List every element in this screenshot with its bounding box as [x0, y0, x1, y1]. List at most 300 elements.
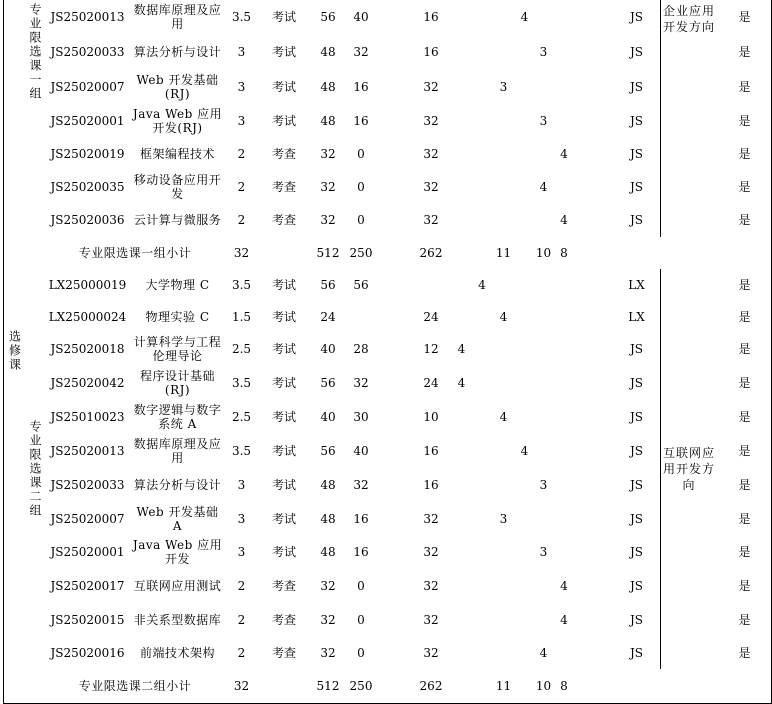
required-flag: 是: [718, 502, 772, 536]
assessment-type: 考试: [258, 332, 311, 367]
department-code: JS: [613, 366, 661, 401]
subtotal-semester-hours: [595, 669, 614, 704]
subtotal-semester-hours: 8: [553, 669, 576, 704]
required-flag: 是: [718, 138, 772, 171]
semester-hours: [553, 502, 576, 536]
semester-hours: [451, 203, 473, 238]
semester-hours: [595, 434, 614, 469]
course-name: 移动设备应用开发: [130, 170, 226, 204]
practice-hours: 32: [411, 535, 452, 570]
semester-hours: [492, 468, 516, 503]
required-flag: 是: [718, 535, 772, 570]
semester-hours: [575, 170, 596, 204]
semester-hours: [451, 400, 473, 435]
blank-hours: [376, 603, 412, 637]
semester-hours: [595, 35, 614, 70]
subtotal-semester-hours: [451, 669, 473, 704]
semester-hours: [472, 69, 493, 105]
subtotal-blank: [613, 237, 661, 270]
assessment-type: 考查: [258, 203, 311, 238]
course-name: 物理实验 C: [130, 301, 226, 333]
semester-hours: [534, 603, 554, 637]
course-code: JS25020007: [45, 69, 131, 105]
semester-hours: [515, 35, 535, 70]
practice-hours: 16: [411, 0, 452, 36]
credits: 2: [225, 170, 259, 204]
lab-hours: 32: [346, 35, 377, 70]
semester-hours: [595, 104, 614, 139]
semester-hours: 4: [515, 434, 535, 469]
semester-hours: [472, 170, 493, 204]
required-flag: 是: [718, 636, 772, 670]
total-hours: 40: [310, 400, 347, 435]
lab-hours: 28: [346, 332, 377, 367]
total-hours: 48: [310, 468, 347, 503]
required-flag: 是: [718, 434, 772, 469]
semester-hours: [575, 203, 596, 238]
practice-hours: 12: [411, 332, 452, 367]
semester-hours: [515, 569, 535, 604]
semester-hours: [575, 35, 596, 70]
assessment-type: 考试: [258, 301, 311, 333]
course-code: JS25020035: [45, 170, 131, 204]
course-name: 前端技术架构: [130, 636, 226, 670]
semester-hours: [534, 434, 554, 469]
course-code: JS25010023: [45, 400, 131, 435]
course-name: Web 开发基础 A: [130, 502, 226, 536]
subtotal-practice-hours: 262: [411, 237, 452, 270]
group-label: 专业限选课二组: [25, 269, 46, 670]
semester-hours: [595, 301, 614, 333]
blank-hours: [376, 332, 412, 367]
semester-hours: [575, 434, 596, 469]
course-code: LX25000024: [45, 301, 131, 333]
department-code: JS: [613, 468, 661, 503]
semester-hours: [472, 535, 493, 570]
semester-hours: 3: [492, 502, 516, 536]
semester-hours: [595, 603, 614, 637]
semester-hours: [575, 138, 596, 171]
credits: 3: [225, 104, 259, 139]
credits: 3.5: [225, 366, 259, 401]
semester-hours: 3: [534, 35, 554, 70]
blank-hours: [376, 0, 412, 36]
course-name: 算法分析与设计: [130, 468, 226, 503]
course-name: 数据库原理及应用: [130, 434, 226, 469]
semester-hours: [472, 0, 493, 36]
required-flag: 是: [718, 603, 772, 637]
lab-hours: 0: [346, 569, 377, 604]
department-code: JS: [613, 400, 661, 435]
assessment-type: 考试: [258, 366, 311, 401]
semester-hours: [575, 569, 596, 604]
semester-hours: [451, 0, 473, 36]
total-hours: 56: [310, 366, 347, 401]
credits: 3: [225, 35, 259, 70]
subtotal-label: 专业限选课二组小计: [45, 669, 226, 704]
blank-hours: [376, 468, 412, 503]
semester-hours: [472, 332, 493, 367]
semester-hours: [534, 502, 554, 536]
semester-hours: [595, 332, 614, 367]
subtotal-lab-hours: 250: [346, 669, 377, 704]
department-code: JS: [613, 35, 661, 70]
blank-hours: [376, 138, 412, 171]
required-flag: 是: [718, 468, 772, 503]
semester-hours: 4: [451, 332, 473, 367]
subtotal-spacer: [25, 669, 46, 704]
required-flag: 是: [718, 104, 772, 139]
department-code: JS: [613, 569, 661, 604]
course-code: JS25020036: [45, 203, 131, 238]
semester-hours: [472, 434, 493, 469]
semester-hours: 3: [534, 468, 554, 503]
subtotal-blank: [376, 237, 412, 270]
course-code: LX25000019: [45, 269, 131, 302]
lab-hours: [346, 301, 377, 333]
credits: 2: [225, 138, 259, 171]
subtotal-credits: 32: [225, 669, 259, 704]
semester-hours: [595, 366, 614, 401]
blank-hours: [376, 636, 412, 670]
assessment-type: 考试: [258, 104, 311, 139]
course-name: 云计算与微服务: [130, 203, 226, 238]
course-code: JS25020016: [45, 636, 131, 670]
semester-hours: [472, 301, 493, 333]
semester-hours: [515, 170, 535, 204]
required-flag: 是: [718, 366, 772, 401]
semester-hours: [575, 603, 596, 637]
semester-hours: [472, 366, 493, 401]
required-flag: 是: [718, 301, 772, 333]
total-hours: 48: [310, 502, 347, 536]
semester-hours: [492, 569, 516, 604]
blank-hours: [376, 35, 412, 70]
semester-hours: [575, 301, 596, 333]
practice-hours: 32: [411, 502, 452, 536]
assessment-type: 考查: [258, 569, 311, 604]
semester-hours: [553, 434, 576, 469]
total-hours: 32: [310, 636, 347, 670]
lab-hours: 56: [346, 269, 377, 302]
total-hours: 48: [310, 535, 347, 570]
semester-hours: [451, 569, 473, 604]
semester-hours: [492, 535, 516, 570]
semester-hours: [492, 332, 516, 367]
course-name: Java Web 应用开发: [130, 535, 226, 570]
assessment-type: 考试: [258, 69, 311, 105]
lab-hours: 0: [346, 203, 377, 238]
subtotal-semester-hours: 10: [534, 669, 554, 704]
lab-hours: 32: [346, 366, 377, 401]
course-name: 数据库原理及应用: [130, 0, 226, 36]
semester-hours: [553, 468, 576, 503]
total-hours: 56: [310, 434, 347, 469]
practice-hours: 10: [411, 400, 452, 435]
credits: 3.5: [225, 269, 259, 302]
semester-hours: [595, 170, 614, 204]
subtotal-semester-hours: [575, 669, 596, 704]
course-code: JS25020015: [45, 603, 131, 637]
semester-hours: [595, 400, 614, 435]
total-hours: 48: [310, 104, 347, 139]
department-code: JS: [613, 502, 661, 536]
blank-hours: [376, 170, 412, 204]
semester-hours: 4: [492, 400, 516, 435]
semester-hours: [515, 332, 535, 367]
semester-hours: 4: [553, 569, 576, 604]
blank-hours: [376, 301, 412, 333]
semester-hours: [492, 269, 516, 302]
semester-hours: [515, 502, 535, 536]
credits: 3: [225, 502, 259, 536]
subtotal-semester-hours: [595, 237, 614, 270]
total-hours: 48: [310, 35, 347, 70]
semester-hours: [553, 332, 576, 367]
assessment-type: 考试: [258, 35, 311, 70]
subtotal-semester-hours: [575, 237, 596, 270]
lab-hours: 32: [346, 468, 377, 503]
subtotal-blank: [376, 669, 412, 704]
direction-cell: 互联网应用开发方向: [660, 269, 719, 670]
total-hours: 24: [310, 301, 347, 333]
semester-hours: [451, 35, 473, 70]
subtotal-semester-hours: [515, 237, 535, 270]
semester-hours: 3: [492, 69, 516, 105]
required-flag: 是: [718, 170, 772, 204]
semester-hours: [492, 0, 516, 36]
subtotal-blank: [258, 669, 311, 704]
blank-hours: [376, 203, 412, 238]
subtotal-blank: [660, 669, 719, 704]
semester-hours: [451, 636, 473, 670]
subtotal-semester-hours: [451, 237, 473, 270]
semester-hours: [492, 203, 516, 238]
semester-hours: [451, 535, 473, 570]
practice-hours: 32: [411, 569, 452, 604]
course-name: 框架编程技术: [130, 138, 226, 171]
semester-hours: [515, 535, 535, 570]
semester-hours: [595, 203, 614, 238]
subtotal-label: 专业限选课一组小计: [45, 237, 226, 270]
subtotal-credits: 32: [225, 237, 259, 270]
course-code: JS25020019: [45, 138, 131, 171]
semester-hours: [515, 400, 535, 435]
lab-hours: 30: [346, 400, 377, 435]
semester-hours: [553, 170, 576, 204]
semester-hours: [575, 400, 596, 435]
credits: 3.5: [225, 434, 259, 469]
semester-hours: 3: [534, 535, 554, 570]
course-code: JS25020033: [45, 35, 131, 70]
subtotal-blank: [718, 669, 772, 704]
lab-hours: 40: [346, 434, 377, 469]
practice-hours: [411, 269, 452, 302]
semester-hours: 4: [534, 636, 554, 670]
assessment-type: 考查: [258, 636, 311, 670]
department-code: JS: [613, 104, 661, 139]
semester-hours: [451, 170, 473, 204]
practice-hours: 32: [411, 636, 452, 670]
semester-hours: [595, 569, 614, 604]
semester-hours: [534, 301, 554, 333]
assessment-type: 考查: [258, 138, 311, 171]
lab-hours: 0: [346, 170, 377, 204]
subtotal-semester-hours: 11: [492, 237, 516, 270]
semester-hours: [492, 434, 516, 469]
department-code: JS: [613, 535, 661, 570]
semester-hours: [472, 104, 493, 139]
credits: 3: [225, 69, 259, 105]
blank-hours: [376, 535, 412, 570]
total-hours: 48: [310, 69, 347, 105]
lab-hours: 0: [346, 138, 377, 171]
course-name: 互联网应用测试: [130, 569, 226, 604]
semester-hours: [534, 269, 554, 302]
assessment-type: 考试: [258, 502, 311, 536]
semester-hours: [534, 366, 554, 401]
course-name: Web 开发基础(RJ): [130, 69, 226, 105]
department-code: JS: [613, 434, 661, 469]
department-code: LX: [613, 269, 661, 302]
department-code: JS: [613, 332, 661, 367]
assessment-type: 考试: [258, 468, 311, 503]
credits: 2.5: [225, 400, 259, 435]
department-code: JS: [613, 170, 661, 204]
course-name: 非关系型数据库: [130, 603, 226, 637]
practice-hours: 32: [411, 69, 452, 105]
subtotal-semester-hours: [472, 237, 493, 270]
required-flag: 是: [718, 35, 772, 70]
semester-hours: [451, 138, 473, 171]
credits: 2: [225, 603, 259, 637]
subtotal-blank: [718, 237, 772, 270]
assessment-type: 考试: [258, 434, 311, 469]
practice-hours: 16: [411, 434, 452, 469]
blank-hours: [376, 366, 412, 401]
semester-hours: [595, 0, 614, 36]
subtotal-semester-hours: [515, 669, 535, 704]
subtotal-semester-hours: 8: [553, 237, 576, 270]
group-label: 专业限选课一组: [25, 0, 46, 238]
course-code: JS25020017: [45, 569, 131, 604]
department-code: JS: [613, 69, 661, 105]
required-flag: 是: [718, 269, 772, 302]
course-code: JS25020007: [45, 502, 131, 536]
semester-hours: [575, 104, 596, 139]
semester-hours: [515, 269, 535, 302]
credits: 2: [225, 203, 259, 238]
semester-hours: [515, 69, 535, 105]
blank-hours: [376, 434, 412, 469]
semester-hours: [553, 104, 576, 139]
semester-hours: [492, 104, 516, 139]
total-hours: 32: [310, 203, 347, 238]
semester-hours: [534, 569, 554, 604]
direction-cell: 企业应用开发方向: [660, 0, 719, 238]
department-code: JS: [613, 0, 661, 36]
assessment-type: 考查: [258, 170, 311, 204]
lab-hours: 16: [346, 69, 377, 105]
semester-hours: [515, 636, 535, 670]
practice-hours: 16: [411, 35, 452, 70]
department-code: JS: [613, 138, 661, 171]
semester-hours: 4: [472, 269, 493, 302]
semester-hours: [451, 603, 473, 637]
semester-hours: [595, 269, 614, 302]
semester-hours: [451, 69, 473, 105]
semester-hours: [492, 603, 516, 637]
practice-hours: 32: [411, 203, 452, 238]
practice-hours: 24: [411, 301, 452, 333]
practice-hours: 24: [411, 366, 452, 401]
semester-hours: [595, 535, 614, 570]
semester-hours: [534, 0, 554, 36]
semester-hours: [553, 69, 576, 105]
course-code: JS25020001: [45, 535, 131, 570]
semester-hours: [575, 69, 596, 105]
subtotal-practice-hours: 262: [411, 669, 452, 704]
credits: 2.5: [225, 332, 259, 367]
required-flag: 是: [718, 69, 772, 105]
course-name: 数字逻辑与数字系统 A: [130, 400, 226, 435]
practice-hours: 32: [411, 170, 452, 204]
semester-hours: 3: [534, 104, 554, 139]
subtotal-spacer: [25, 237, 46, 270]
blank-hours: [376, 569, 412, 604]
semester-hours: [472, 400, 493, 435]
total-hours: 56: [310, 269, 347, 302]
course-name: 程序设计基础(RJ): [130, 366, 226, 401]
course-name: 算法分析与设计: [130, 35, 226, 70]
subtotal-blank: [660, 237, 719, 270]
semester-hours: [472, 636, 493, 670]
credits: 3: [225, 535, 259, 570]
semester-hours: [553, 535, 576, 570]
credits: 3.5: [225, 0, 259, 36]
semester-hours: [575, 502, 596, 536]
semester-hours: [472, 468, 493, 503]
semester-hours: [451, 502, 473, 536]
semester-hours: [553, 366, 576, 401]
semester-hours: 4: [553, 203, 576, 238]
semester-hours: [451, 468, 473, 503]
semester-hours: 4: [534, 170, 554, 204]
semester-hours: 4: [451, 366, 473, 401]
semester-hours: [534, 332, 554, 367]
semester-hours: [451, 301, 473, 333]
semester-hours: [451, 269, 473, 302]
semester-hours: [492, 170, 516, 204]
subtotal-semester-hours: 11: [492, 669, 516, 704]
subtotal-semester-hours: 10: [534, 237, 554, 270]
assessment-type: 考试: [258, 400, 311, 435]
lab-hours: 0: [346, 636, 377, 670]
semester-hours: [595, 636, 614, 670]
credits: 3: [225, 468, 259, 503]
semester-hours: [472, 203, 493, 238]
semester-hours: [515, 603, 535, 637]
semester-hours: [492, 138, 516, 171]
course-name: 大学物理 C: [130, 269, 226, 302]
lab-hours: 16: [346, 104, 377, 139]
course-code: JS25020033: [45, 468, 131, 503]
semester-hours: [515, 104, 535, 139]
semester-hours: [553, 269, 576, 302]
semester-hours: [575, 0, 596, 36]
semester-hours: [472, 138, 493, 171]
semester-hours: [515, 138, 535, 171]
